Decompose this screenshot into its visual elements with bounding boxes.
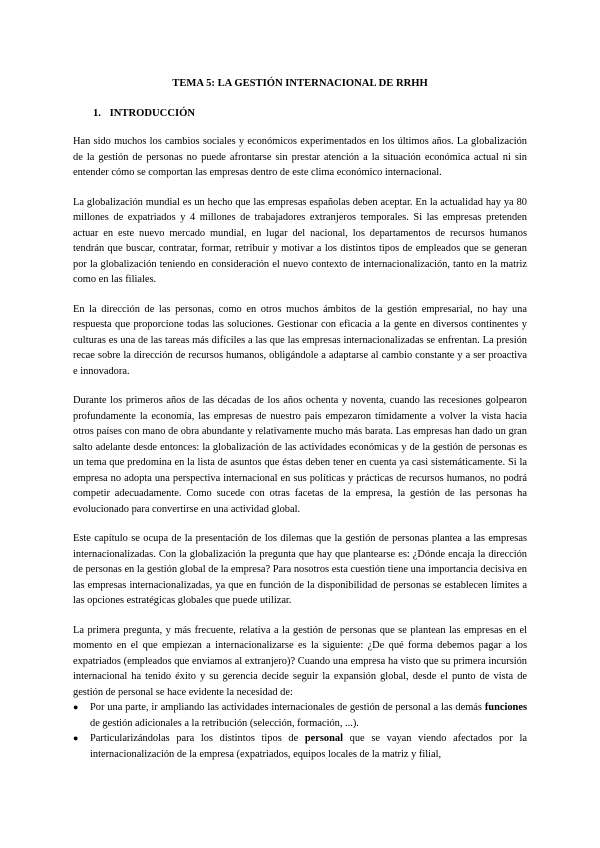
list-item-text: Particularizándolas para los distintos tipos de [90,733,305,744]
section-heading [93,106,527,122]
document-body [73,76,527,762]
paragraph: En la dirección de las personas, como en otros muchos ámbitos de la gestión empresarial, no hay una respuesta que proporcione todas las soluciones. Gestionar con eficacia a la gente en diversos continentes y culturas es una de las tareas más difíciles a las que las empresas internacionalizadas se enfrentan. La presión recae sobre la dirección de recursos humanos, obligándole a adaptarse al cambio constante y a ser proactiva e innovadora. [73,303,527,377]
list-item-text: de gestión adicionales a la retribución (selección, formación, ...). [90,717,359,729]
list-item-bold: personal [304,733,343,744]
paragraph: La primera pregunta, y más frecuente, relativa a la gestión de personas que se plantean las empresas en el momento en el que empiezan a internacionalizarse es la siguiente: ¿De qué forma debemos pagar a los expatriados (empleados que enviamos al extranjero)? Cuando una empresa ha visto que su primera incursión internacional ha tenido éxito y su gerencia decide seguir la expansión global, desde el punto de vista de gestión de personal se hace evidente la necesidad de: [73,624,527,698]
paragraph: Han sido muchos los cambios sociales y económicos experimentados en los últimos años. La globalización de la gestión de personas no puede afrontarse sin prestar atención a la situación económica actual ni sin entender cómo se comportan las empresas dentro de este clima económico internacional. [73,136,527,178]
paragraph: La globalización mundial es un hecho que las empresas españolas deben aceptar. En la actualidad hay ya 80 millones de expatriados y 4 millones de trabajadores extranjeros temporales. Si las empresas pretenden actuar en este nuevo mercado mundial, en lugar del nacional, los departamentos de recursos humanos tendrán que buscar, contratar, formar, retribuir y motivar a los distintos tipos de empleados que se generan por la globalización teniendo en consideración el nuevo contexto de internacionalización, tanto en la matriz como en las filiales. [73,196,527,285]
bullet-icon: ● [73,702,79,712]
paragraph: Este capítulo se ocupa de la presentación de los dilemas que la gestión de personas plantea a las empresas internacionalizadas. Con la globalización la pregunta que hay que plantearse es: ¿Dónde encaja la dirección de personas en la gestión global de la empresa? Para nosotros esta cuestión tiene una importancia decisiva en las empresas internacionalizadas, ya que en función de la disponibilidad de personas se establecen límites a las opciones estratégicas globales que puede utilizar. [73,533,527,606]
bullet-icon: ● [73,733,79,743]
section-label: INTRODUCCIÓN [109,107,196,119]
list-item [73,731,527,762]
bullet-list [73,700,527,762]
paragraph: Durante los primeros años de las décadas de los años ochenta y noventa, cuando las recesiones golpearon profundamente la economía, las empresas de nuestro país empezaron tímidamente a volver la vista hacia otros países con mano de obra abundante y relativamente mucho más barata. Las empresas han dado un gran salto adelante desde entonces: la globalización de las actividades económicas y de la gestión de personas es un tema que predomina en la lista de asuntos que éstas deben tener en cuenta ya casi sistemáticamente. Si la empresa no adopta una perspectiva internacional en sus políticas y prácticas de recursos humanos, no podrá competir adecuadamente. Como sucede con otras facetas de la empresa, la gestión de las personas ha evolucionado para convertirse en una actividad global. [73,395,527,515]
page-title: TEMA 5: LA GESTIÓN INTERNACIONAL DE RRHH [172,78,428,89]
list-item-text: que se vayan viendo afectados por la internacionalización de la empresa (expatriados, equipos locales de la matriz y filial, [90,733,527,760]
list-item-bold: funciones [484,702,527,713]
list-item [73,700,527,731]
section-number: 1. [93,107,101,119]
list-item-text: Por una parte, ir ampliando las actividades internacionales de gestión de personal a las demás [90,702,485,713]
